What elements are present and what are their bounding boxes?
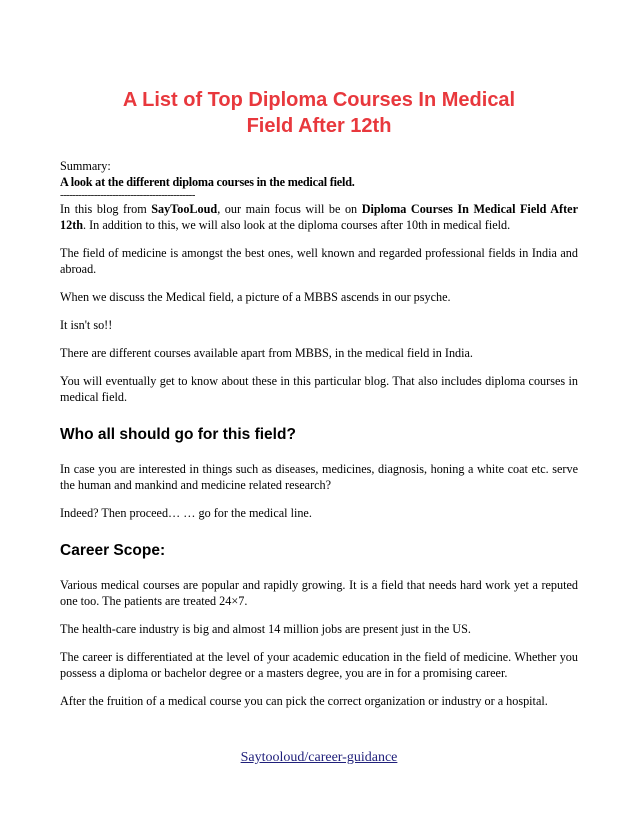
paragraph: In case you are interested in things such as diseases, medicines, diagnosis, honing a white coat etc. serve the human and mankind and medicine related research? (60, 462, 578, 492)
intro-text-1: In this blog from (60, 202, 152, 216)
paragraph: There are different courses available apart from MBBS, in the medical field in India. (60, 346, 473, 360)
footer-link[interactable]: Saytooloud/career-guidance (240, 750, 398, 765)
paragraph: You will eventually get to know about these in this particular blog. That also includes diploma courses in medical field. (60, 374, 578, 404)
paragraph: When we discuss the Medical field, a picture of a MBBS ascends in our psyche. (60, 290, 451, 304)
intro-text-2: , our main focus will be on (217, 202, 362, 216)
title-line-2: Field After 12th (246, 115, 392, 137)
page-footer (0, 749, 638, 767)
brand-name: SayTooLoud (151, 202, 218, 216)
paragraph: The field of medicine is amongst the best ones, well known and regarded professional fields in India and abroad. (60, 246, 578, 276)
paragraph: The career is differentiated at the level of your academic education in the field of medicine. Whether you possess a diploma or bachelor degree or a masters degree, you are in for a promising career. (60, 650, 578, 680)
paragraph: It isn't so!! (60, 318, 113, 332)
summary-label: Summary: (60, 159, 111, 173)
section-heading-career: Career Scope: (60, 542, 166, 559)
intro-text-3: . In addition to this, we will also look at the diploma courses after 10th in medical field. (83, 218, 511, 232)
paragraph: After the fruition of a medical course you can pick the correct organization or industry or a hospital. (60, 694, 548, 708)
section-heading-who: Who all should go for this field? (60, 426, 296, 443)
intro-paragraph (60, 201, 578, 233)
topic-name: Diploma Courses In Medical Field After 12th (60, 202, 578, 232)
title-line-1: A List of Top Diploma Courses In Medical (122, 89, 516, 111)
paragraph: The health-care industry is big and almost 14 million jobs are present just in the US. (60, 622, 471, 636)
document-body (60, 158, 578, 721)
paragraph: Indeed? Then proceed… … go for the medical line. (60, 506, 312, 520)
separator-line: -------------------------------------------- (60, 189, 195, 201)
paragraph: Various medical courses are popular and rapidly growing. It is a field that needs hard work yet a reputed one too. The patients are treated 24×7. (60, 578, 578, 608)
summary-text: A look at the different diploma courses in the medical field. (60, 175, 355, 189)
document-title (60, 87, 578, 139)
